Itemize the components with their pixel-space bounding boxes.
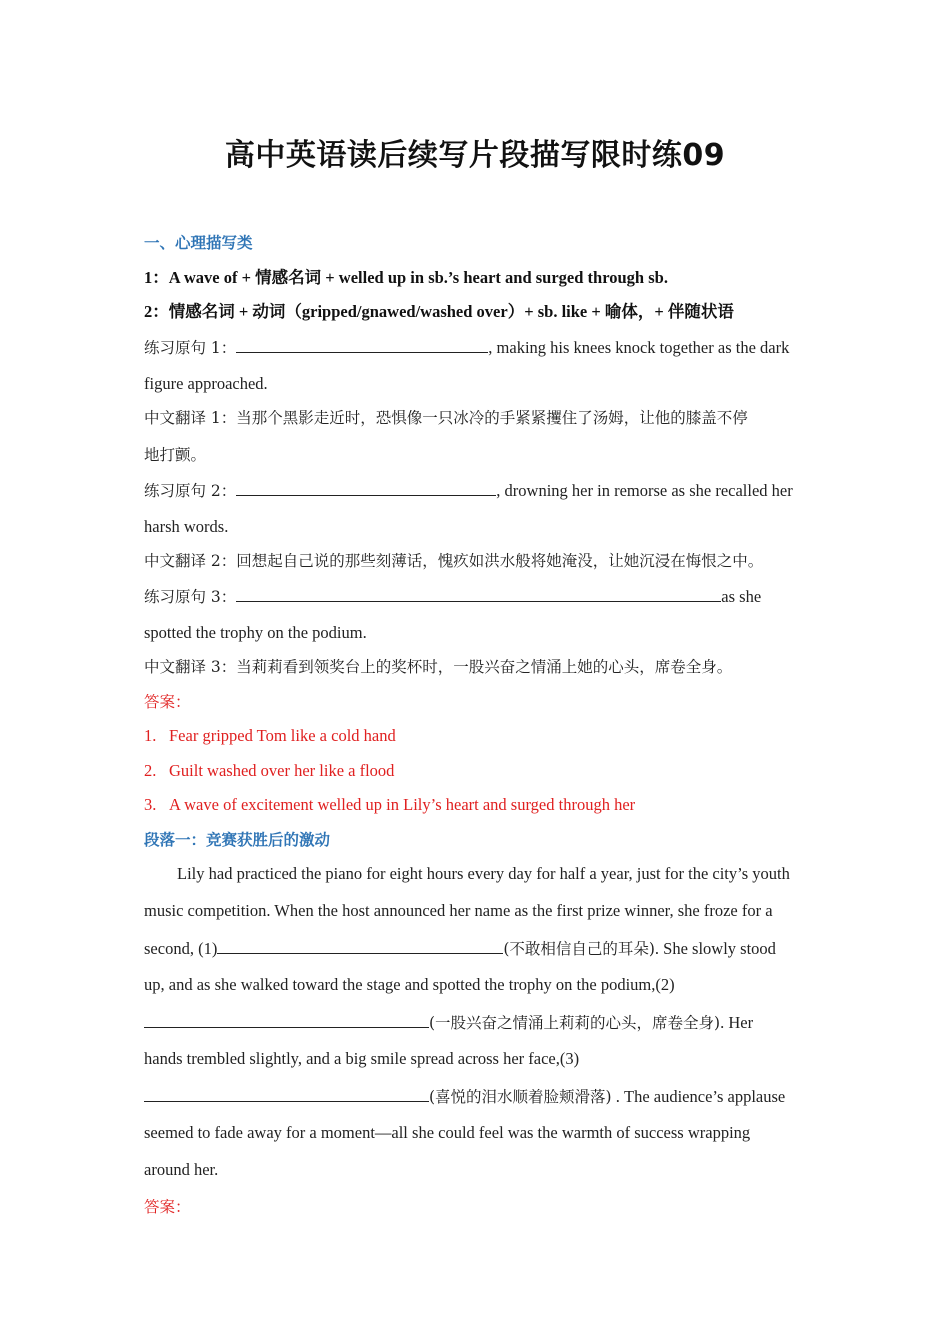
exercise-1: 练习原句 1： , making his knees knock together as the dark bbox=[144, 334, 806, 371]
paragraph-blank-1[interactable] bbox=[217, 935, 503, 954]
paragraph-line-1: Lily had practiced the piano for eight hours every day for half a year, just for the city’s youth bbox=[177, 864, 790, 883]
paragraph-answer-label: 答案： bbox=[144, 1198, 191, 1216]
translation-1-line-b: 地打颤。 bbox=[144, 446, 207, 464]
paragraph-blank-3[interactable] bbox=[144, 1083, 429, 1102]
translation-1-line-a: 中文翻译 1：当那个黑影走近时，恐惧像一只冰冷的手紧紧攫住了汤姆，让他的膝盖不停 bbox=[144, 409, 748, 427]
blank-3[interactable] bbox=[236, 583, 721, 602]
rule-2: 2：情感名词 + 动词（gripped/gnawed/washed over）+ sb. like + 喻体，+ 伴随状语 bbox=[144, 302, 734, 321]
blank-1[interactable] bbox=[236, 334, 488, 353]
answer-item-2: 2. Guilt washed over her like a flood bbox=[144, 760, 395, 780]
answer-label: 答案： bbox=[144, 692, 191, 711]
translation-2: 中文翻译 2：回想起自己说的那些刻薄话，愧疚如洪水般将她淹没，让她沉浸在悔恨之中。 bbox=[144, 552, 764, 570]
document-content bbox=[144, 230, 806, 1229]
blank-2[interactable] bbox=[236, 477, 496, 496]
answer-item-1: 1. Fear gripped Tom like a cold hand bbox=[144, 726, 396, 745]
exercise-2: 练习原句 2： , drowning her in remorse as she recalled her bbox=[144, 477, 806, 514]
paragraph-line-8: seemed to fade away for a moment—all she could feel was the warmth of success wrapping bbox=[144, 1123, 751, 1142]
paragraph-line-5: (一股兴奋之情涌上莉莉的心头，席卷全身). Her bbox=[144, 1009, 806, 1046]
exercise-3-continued: spotted the trophy on the podium. bbox=[144, 622, 367, 642]
section-heading-psychological: 一、心理描写类 bbox=[144, 234, 253, 252]
rule-1: 1：A wave of + 情感名词 + welled up in sb.’s heart and surged through sb. bbox=[144, 267, 668, 287]
paragraph-blank-2[interactable] bbox=[144, 1009, 429, 1028]
exercise-3: 练习原句 3： as she bbox=[144, 583, 806, 620]
paragraph-line-2: music competition. When the host announced her name as the first prize winner, she froze for a bbox=[144, 901, 773, 920]
paragraph-heading-competition: 段落一：竞赛获胜后的激动 bbox=[144, 830, 331, 849]
answer-item-3: 3. A wave of excitement welled up in Lily’s heart and surged through her bbox=[144, 795, 636, 814]
paragraph-line-3: second, (1) (不敢相信自己的耳朵). She slowly stood bbox=[144, 935, 806, 972]
exercise-1-continued: figure approached. bbox=[144, 373, 268, 393]
exercise-2-continued: harsh words. bbox=[144, 516, 229, 536]
paragraph-line-6: hands trembled slightly, and a big smile spread across her face,(3) bbox=[144, 1049, 580, 1068]
paragraph-line-9: around her. bbox=[144, 1160, 219, 1179]
paragraph-line-7: (喜悦的泪水顺着脸颊滑落) . The audience’s applause bbox=[144, 1083, 806, 1120]
paragraph-line-4: up, and as she walked toward the stage and spotted the trophy on the podium,(2) bbox=[144, 975, 675, 994]
page-title: 高中英语读后续写片段描写限时练09 bbox=[224, 138, 726, 173]
translation-3: 中文翻译 3：当莉莉看到领奖台上的奖杯时，一股兴奋之情涌上她的心头，席卷全身。 bbox=[144, 658, 733, 676]
